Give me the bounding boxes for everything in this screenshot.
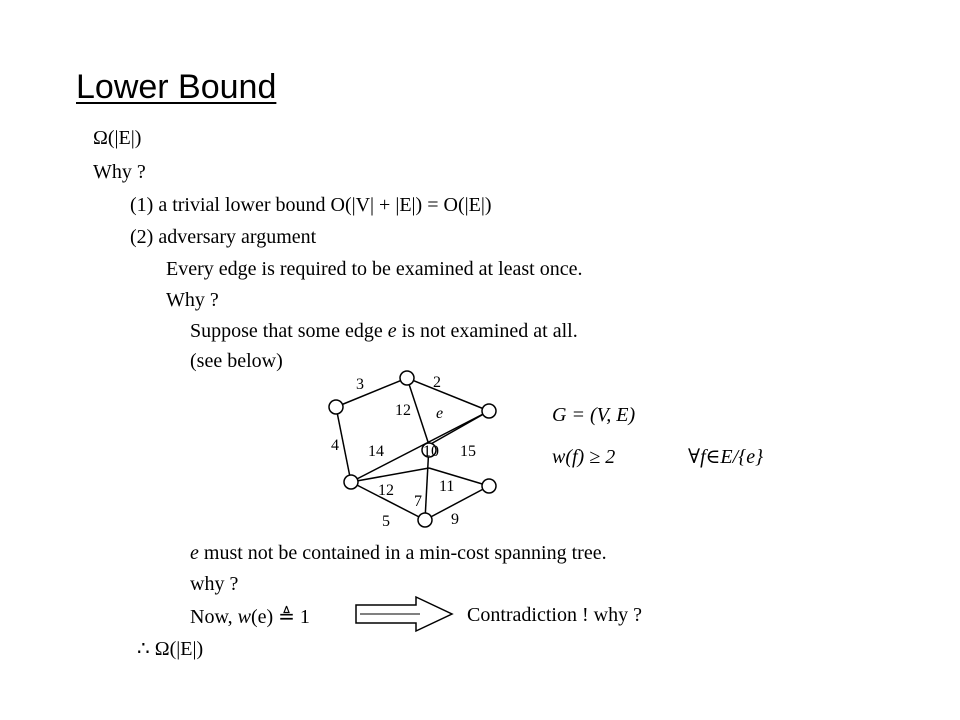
why-line-1: Why ? xyxy=(93,161,146,183)
edge-weight-label: 10 xyxy=(423,443,439,460)
edge-weight-label: 12 xyxy=(378,482,394,499)
contradiction-line: Contradiction ! why ? xyxy=(467,604,642,626)
edge-weight-label: 11 xyxy=(439,478,455,495)
edge-weight-label: 7 xyxy=(414,493,422,510)
graph-vertex xyxy=(482,404,496,418)
graph-vertex xyxy=(418,513,432,527)
item-adversary: (2) adversary argument xyxy=(130,226,317,248)
graph-vertex xyxy=(482,479,496,493)
mst-line-rest: must not be contained in a min-cost spanning tree. xyxy=(198,542,607,564)
suppose-pre: Suppose that some edge xyxy=(190,320,388,342)
graph-edge xyxy=(407,378,489,411)
slide-title: Lower Bound xyxy=(76,68,277,106)
suppose-edge-e: e xyxy=(387,320,397,342)
graph-edge xyxy=(429,468,489,486)
graph-vertex xyxy=(329,400,343,414)
edge-weight-label: 9 xyxy=(451,511,459,528)
now-mid: (e) ≜ 1 xyxy=(250,606,310,628)
weight-constraint: w(f) ≥ 2 xyxy=(552,446,616,468)
arrow-icon xyxy=(356,597,452,631)
therefore-line: ∴ Ω(|E|) xyxy=(137,638,204,660)
mst-line xyxy=(190,542,607,565)
edge-weight-label: 4 xyxy=(331,437,339,454)
why-line-3: why ? xyxy=(190,573,239,595)
edge-weight-label: 14 xyxy=(368,443,384,460)
item-trivial-bound: (1) a trivial lower bound O(|V| + |E|) = O(|E|) xyxy=(130,194,492,216)
edge-weight-label: 3 xyxy=(356,376,364,393)
now-pre: Now, xyxy=(190,606,238,628)
graph-vertex xyxy=(400,371,414,385)
edge-label-e: e xyxy=(436,405,444,422)
edge-weight-label: 5 xyxy=(382,513,390,530)
graph-vertex xyxy=(344,475,358,489)
now-w: w xyxy=(237,606,251,628)
graph-edge xyxy=(351,468,429,482)
see-below-line: (see below) xyxy=(190,350,283,372)
graph-definition: G = (V, E) xyxy=(552,404,636,426)
why-line-2: Why ? xyxy=(166,289,219,311)
omega-line: Ω(|E|) xyxy=(93,127,142,149)
edge-weight-label: 2 xyxy=(433,374,441,391)
every-edge-line: Every edge is required to be examined at least once. xyxy=(166,258,583,280)
suppose-post: is not examined at all. xyxy=(396,320,578,342)
edge-weight-label: 15 xyxy=(460,443,476,460)
now-line xyxy=(190,604,310,629)
mst-edge-e: e xyxy=(190,542,199,564)
forall-constraint: ∀f∈E/{e} xyxy=(688,446,764,468)
edge-weight-label: 12 xyxy=(395,402,411,419)
